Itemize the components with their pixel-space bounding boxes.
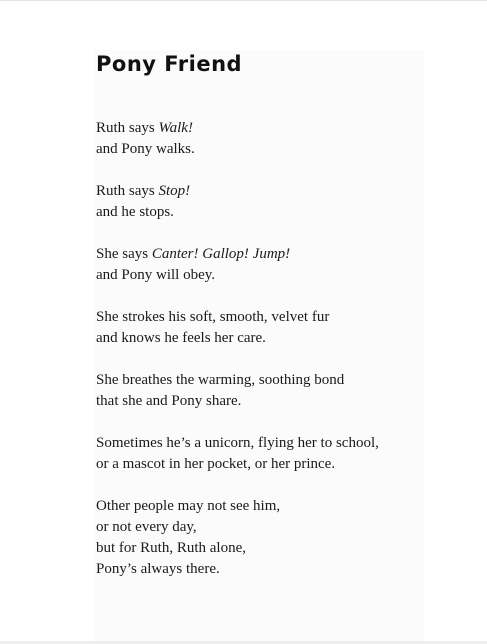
poem-line — [96, 328, 426, 349]
poem-line — [96, 496, 426, 517]
stanza — [96, 244, 426, 286]
top-divider — [0, 0, 487, 1]
stanza — [96, 370, 426, 412]
poem-line-italic: Stop! — [158, 183, 191, 199]
poem-line-text: Other people may not see him, — [96, 498, 281, 514]
poem-line — [96, 181, 426, 202]
stanza — [96, 433, 426, 475]
poem-line-text: Ruth says — [96, 120, 159, 136]
poem-line-text: or a mascot in her pocket, or her prince. — [96, 456, 336, 472]
poem-line — [96, 139, 426, 160]
poem-line — [96, 118, 426, 139]
poem-line-text: that she and Pony share. — [96, 393, 242, 409]
poem-title: Pony Friend — [96, 52, 243, 76]
poem-line-text: She says — [96, 246, 152, 262]
poem-line-italic: Walk! — [158, 120, 193, 136]
poem-line-text: or not every day, — [96, 519, 197, 535]
poem-line — [96, 391, 426, 412]
poem-line — [96, 244, 426, 265]
poem-line — [96, 265, 426, 286]
poem-line-text: but for Ruth, Ruth alone, — [96, 540, 246, 556]
poem-line-italic: Canter! Gallop! Jump! — [151, 246, 291, 262]
poem-line — [96, 454, 426, 475]
poem-line-text: She strokes his soft, smooth, velvet fur — [96, 309, 330, 325]
stanza — [96, 181, 426, 223]
poem-line — [96, 559, 426, 580]
stanza — [96, 307, 426, 349]
poem-line-text: and Pony walks. — [96, 141, 195, 157]
poem-line — [96, 517, 426, 538]
poem-body — [96, 118, 426, 601]
poem-line-text: Ruth says — [96, 183, 159, 199]
poem-line-text: and knows he feels her care. — [96, 330, 266, 346]
poem-line — [96, 370, 426, 391]
poem-line-text: and he stops. — [96, 204, 174, 220]
poem-line-text: Sometimes he’s a unicorn, flying her to school, — [96, 435, 379, 451]
poem-line — [96, 307, 426, 328]
poem-line-text: Pony’s always there. — [96, 561, 220, 577]
poem-line-text: She breathes the warming, soothing bond — [96, 372, 345, 388]
stanza — [96, 496, 426, 580]
poem-line — [96, 538, 426, 559]
stanza — [96, 118, 426, 160]
poem-line — [96, 433, 426, 454]
poem-line — [96, 202, 426, 223]
poem-line-text: and Pony will obey. — [96, 267, 216, 283]
